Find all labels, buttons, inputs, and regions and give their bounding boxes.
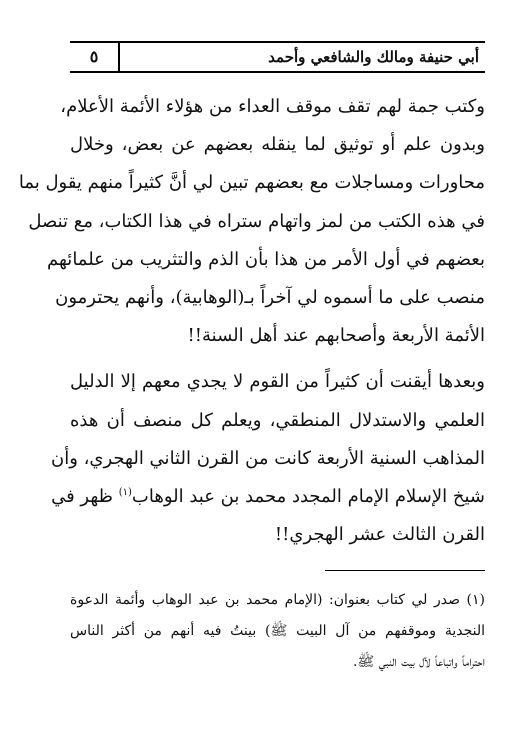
text-segment: شيخ الإسلام الإمام المجدد محمد بن عبد الوهاب [131, 485, 485, 507]
footnote-line: (١) صدر لي كتاب بعنوان: (الإمام محمد بن عبد الوهاب وأئمة الدعوة [70, 592, 485, 608]
text-line-with-footnote [51, 478, 485, 516]
text-line: وبعدها أيقنت أن كثيراً من القوم لا يجدي معهم إلا الدليل [70, 371, 485, 393]
footnotes [70, 585, 485, 678]
text-line: القرن الثالث عشر الهجري!! [274, 524, 485, 546]
text-line: بعضهم في أول الأمر من هذا بأن الذم والتثريب من علمائهم [47, 248, 485, 270]
main-text [18, 88, 485, 554]
running-header [70, 41, 485, 73]
text-line: المذاهب السنية الأربعة كانت من القرن الثاني الهجري، وأن [50, 447, 485, 469]
footnote-line: النجدية وموقفهم من آل البيت ﷺ) بينتُ فيه أنهم من أكثر الناس [70, 623, 485, 639]
footnote-marker: (١) [118, 486, 132, 498]
text-line: وكتب جمة لهم تقف موقف العداء من هؤلاء الأئمة الأعلام، [60, 96, 485, 117]
text-segment: ظهر في [51, 485, 113, 507]
text-line: في هذه الكتب من لمز واتهام ستراه في هذا الكتاب، مع تنصل [28, 210, 485, 232]
footnote-divider [325, 570, 485, 571]
text-line: منصب على ما أسموه لي آخراً بـ(الوهابية)، وأنهم يحترمون [55, 286, 485, 308]
page-number: ٥ [70, 43, 120, 71]
text-line: العلمي والاستدلال المنطقي، ويعلم كل منصف أن هذه [70, 409, 485, 431]
running-title: أبي حنيفة ومالك والشافعي وأحمد [268, 48, 479, 66]
text-line: الأئمة الأربعة وأصحابهم عند أهل السنة!! [187, 325, 485, 347]
footnote-line: احتراماً واتباعاً لآل بيت النبي ﷺ. [352, 654, 485, 670]
text-line: محاورات ومساجلات مع بعضهم تبين لي أنَّ كثيراً منهم يقول بما [18, 172, 485, 194]
text-line: وبدون علم أو توثيق لما ينقله بعضهم عن بعض، وخلال [70, 134, 485, 156]
